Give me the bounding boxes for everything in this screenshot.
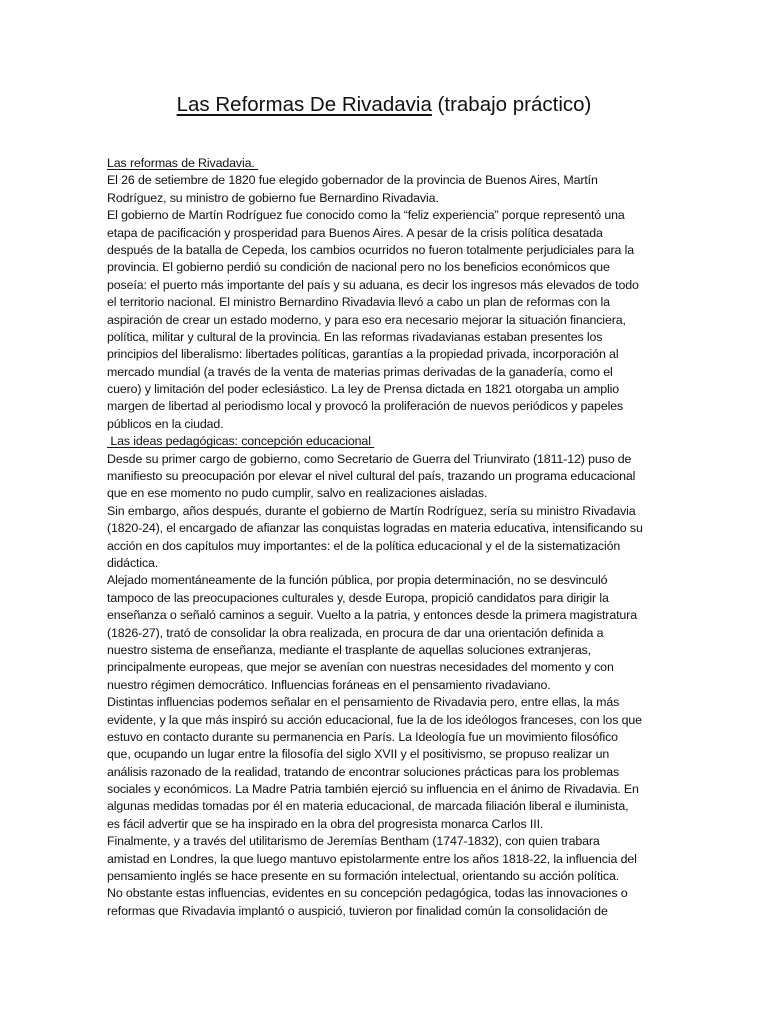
- text-line-content: nuestro régimen democrático. Influencias foráneas en el pensamiento rivadaviano.: [107, 677, 551, 692]
- text-line-content: evidente, y la que más inspiró su acción educacional, fue la de los ideólogos franceses, con los que: [107, 712, 642, 727]
- text-line-content: el territorio nacional. El ministro Bernardino Rivadavia llevó a cabo un plan de reformas con la: [107, 295, 610, 310]
- text-line-content: Alejado momentáneamente de la función pública, por propia determinación, no se desvinculó: [107, 573, 608, 588]
- section-heading: [107, 433, 667, 450]
- text-line: [107, 572, 667, 589]
- text-line-content: No obstante estas influencias, evidentes en su concepción pedagógica, todas las innovaciones o: [107, 886, 628, 901]
- text-line-content: El gobierno de Martín Rodríguez fue conocido como la “feliz experiencia” porque representó una: [107, 208, 625, 223]
- text-line: [107, 485, 667, 502]
- text-line: [107, 416, 667, 433]
- text-line: [107, 833, 667, 850]
- text-line-content: análisis razonado de la realidad, tratando de encontrar soluciones prácticas para los problemas: [107, 764, 620, 779]
- text-line-content: didáctica.: [107, 555, 159, 570]
- text-line-content: Finalmente, y a través del utilitarismo de Jeremías Bentham (1747-1832), con quien trabara: [107, 834, 600, 849]
- text-line: [107, 903, 667, 920]
- text-line-content: (1826-27), trató de consolidar la obra realizada, en procura de dar una orientación definida a: [107, 625, 604, 640]
- text-line-content: reformas que Rivadavia implantó o auspició, tuvieron por finalidad común la consolidación de: [107, 903, 608, 918]
- text-line-content: principalmente europeas, que mejor se avenían con nuestras necesidades del momento y con: [107, 660, 614, 675]
- section-heading-text: Las ideas pedagógicas: concepción educacional: [107, 434, 375, 449]
- text-line-content: Sin embargo, años después, durante el gobierno de Martín Rodríguez, sería su ministro Rivadavia: [107, 503, 636, 518]
- text-line-content: Rodríguez, su ministro de gobierno fue Bernardino Rivadavia.: [107, 190, 439, 205]
- text-line: [107, 207, 667, 224]
- text-line: [107, 312, 667, 329]
- text-line: [107, 555, 667, 572]
- text-line: [107, 398, 667, 415]
- text-line: [107, 677, 667, 694]
- section-heading-text: Las reformas de Rivadavia.: [107, 156, 259, 170]
- text-line-content: poseía: el puerto más importante del país y su aduana, es decir los ingresos más elevados de todo: [107, 277, 639, 292]
- text-line: [107, 381, 667, 398]
- text-line-content: manifiesto su preocupación por elevar el nivel cultural del país, trazando un programa educacional: [107, 469, 636, 484]
- text-line-content: pensamiento inglés se hace presente en su formación intelectual, orientando su acción política.: [107, 869, 620, 884]
- text-line-content: etapa de pacificación y prosperidad para Buenos Aires. A pesar de la crisis política desatada: [107, 225, 603, 240]
- text-line: [107, 746, 667, 763]
- text-line: [107, 520, 667, 537]
- text-line: [107, 538, 667, 555]
- text-line: [107, 503, 667, 520]
- text-line: [107, 277, 667, 294]
- text-line: [107, 451, 667, 468]
- text-line-content: margen de libertad al periodismo local y provocó la proliferación de nuevos periódicos y papeles: [107, 399, 624, 414]
- text-line-content: que en ese momento no pudo cumplir, salvo en realizaciones aisladas.: [107, 486, 488, 501]
- text-line-content: enseñanza o señaló caminos a seguir. Vuelto a la patria, y entonces desde la primera magistratura: [107, 608, 637, 623]
- text-line-content: estuvo en contacto durante su permanencia en París. La Ideología fue un movimiento filosófico: [107, 729, 618, 744]
- text-line: [107, 590, 667, 607]
- text-line-content: (1820-24), el encargado de afianzar las conquistas logradas en materia educativa, intensificando su: [107, 521, 643, 536]
- text-line: [107, 694, 667, 711]
- text-line: [107, 816, 667, 833]
- text-line: [107, 764, 667, 781]
- text-line: [107, 190, 667, 207]
- text-line: [107, 642, 667, 659]
- text-line: [107, 851, 667, 868]
- text-line: [107, 172, 667, 189]
- text-line: [107, 346, 667, 363]
- text-line-content: es fácil advertir que se ha inspirado en la obra del progresista monarca Carlos III.: [107, 816, 544, 831]
- text-line: [107, 364, 667, 381]
- text-line-content: públicos en la ciudad.: [107, 416, 224, 431]
- text-line-content: El 26 de setiembre de 1820 fue elegido gobernador de la provincia de Buenos Aires, Martín: [107, 173, 598, 188]
- text-line-content: cuero) y limitación del poder eclesiástico. La ley de Prensa dictada en 1821 otorgaba un amplio: [107, 382, 620, 397]
- text-line: [107, 607, 667, 624]
- section-heading: [107, 155, 667, 172]
- text-line: [107, 294, 667, 311]
- document-body: [107, 155, 667, 920]
- text-line: [107, 781, 667, 798]
- text-line-content: acción en dos capítulos muy importantes: el de la política educacional y el de la sistematización: [107, 538, 621, 553]
- text-line-content: Desde su primer cargo de gobierno, como Secretario de Guerra del Triunvirato (1811-12) puso de: [107, 451, 632, 466]
- text-line-content: tampoco de las preocupaciones culturales y, desde Europa, propició candidatos para dirigir la: [107, 590, 609, 605]
- text-line-content: política, militar y cultural de la provincia. En las reformas rivadavianas estaban presentes los: [107, 329, 603, 344]
- text-line-content: sociales y económicos. La Madre Patria también ejerció su influencia en el ánimo de Rivadavia. En: [107, 782, 639, 797]
- text-line-content: mercado mundial (a través de la venta de materias primas derivadas de la ganadería, como el: [107, 364, 613, 379]
- text-line: [107, 242, 667, 259]
- document-title-rest: (trabajo práctico): [431, 93, 592, 116]
- text-line: [107, 712, 667, 729]
- document-title: [0, 90, 768, 120]
- text-line-content: provincia. El gobierno perdió su condición de nacional pero no los beneficios económicos que: [107, 260, 610, 275]
- text-line: [107, 798, 667, 815]
- text-line-content: nuestro sistema de enseñanza, mediante el trasplante de aquellas soluciones extranjeras,: [107, 642, 591, 657]
- text-line: [107, 468, 667, 485]
- text-line: [107, 729, 667, 746]
- document-title-underlined: Las Reformas De Rivadavia: [176, 93, 432, 116]
- text-line-content: que, ocupando un lugar entre la filosofía del siglo XVII y el positivismo, se propuso realizar un: [107, 747, 610, 762]
- text-line-content: algunas medidas tomadas por él en materia educacional, de marcada filiación liberal e iluminista,: [107, 799, 629, 814]
- text-line: [107, 659, 667, 676]
- text-line-content: aspiración de crear un estado moderno, y para eso era necesario mejorar la situación financiera,: [107, 312, 626, 327]
- text-line-content: Distintas influencias podemos señalar en el pensamiento de Rivadavia pero, entre ellas, la más: [107, 695, 620, 710]
- text-line-content: principios del liberalismo: libertades políticas, garantías a la propiedad privada, incorporación al: [107, 347, 619, 362]
- text-line-content: amistad en Londres, la que luego mantuvo epistolarmente entre los años 1818-22, la influencia del: [107, 851, 637, 866]
- text-line: [107, 868, 667, 885]
- text-line: [107, 625, 667, 642]
- text-line-content: después de la batalla de Cepeda, los cambios ocurridos no fueron totalmente perjudiciales para la: [107, 242, 634, 257]
- text-line: [107, 329, 667, 346]
- text-line: [107, 259, 667, 276]
- text-line: [107, 885, 667, 902]
- text-line: [107, 225, 667, 242]
